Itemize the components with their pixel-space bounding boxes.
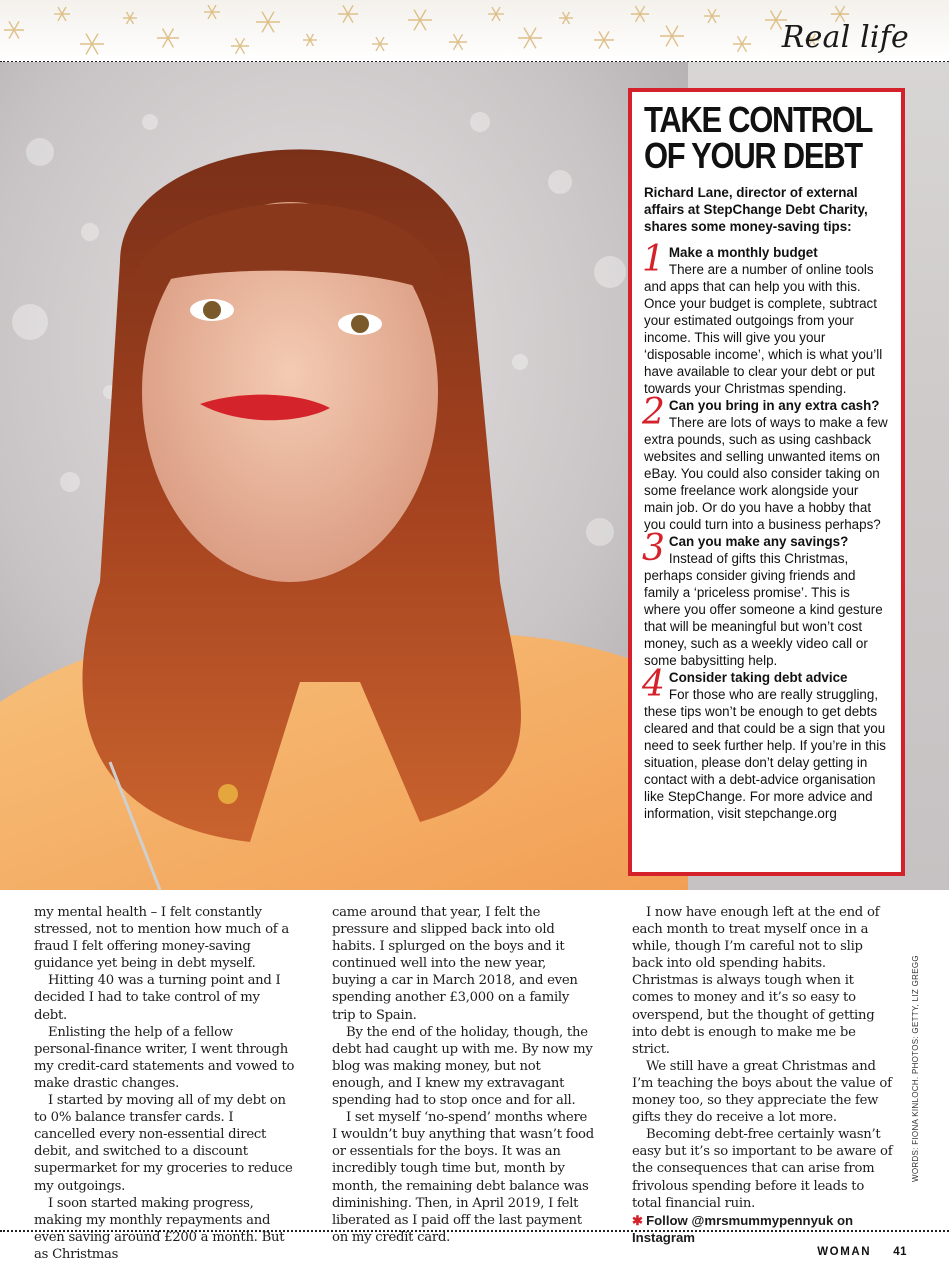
article-column-1 xyxy=(34,904,296,1263)
photo-credits: WORDS: FIONA KINLOCH. PHOTOS: GETTY, LIZ GREGG xyxy=(911,955,920,1182)
instagram-follow xyxy=(632,1212,894,1246)
tip-body: There are lots of ways to make a few extra pounds, such as using cashback websites and selling unwanted items on eBay. You could also consider taking on some freelance work alongside your main job. Or do you have a hobby that you could turn into a business perhaps? xyxy=(644,415,888,532)
tip-title: Make a monthly budget xyxy=(668,245,818,260)
tip-number: 3 xyxy=(642,528,665,569)
tip-item xyxy=(642,392,889,533)
tip-number: 4 xyxy=(642,664,665,705)
snowflake-icon xyxy=(660,26,684,47)
snowflake-icon xyxy=(518,28,542,49)
article-paragraph: came around that year, I felt the pressure and slipped back into old habits. I splurged on the boys and it continued well into the new year, buying a car in March 2018, and even spending another £3,000 on a family trip to Spain. xyxy=(332,905,578,1023)
snowflake-icon xyxy=(733,36,751,52)
article-paragraph: Enlisting the help of a fellow personal-finance writer, I went through my credit-card statements and vowed to make drastic changes. xyxy=(34,1024,295,1091)
tip-body: For those who are really struggling, these tips won’t be enough to get debts cleared and that could be a sign that you need to seek further help. If you’re in this situation, please don’t delay getting in contact with a debt-advice organisation like StepChange. For more advice and information, visit stepchange.org xyxy=(644,687,886,821)
magazine-name: WOMAN xyxy=(817,1246,872,1258)
snowflake-icon xyxy=(123,12,137,24)
tips-intro: Richard Lane, director of external affairs at StepChange Debt Charity, shares some money-saving tips: xyxy=(644,185,868,234)
article-paragraph: I set myself ‘no-spend’ months where I wouldn’t buy anything that wasn’t food or essentials for the boys. It was an incredibly tough time but, month by month, the remaining debt balance was diminishing. Then, in April 2019, I felt liberated as I paid off the last payment on my credit card. xyxy=(332,1110,594,1245)
footer-divider xyxy=(0,1230,949,1232)
snowflake-icon xyxy=(204,5,220,19)
snowflake-icon xyxy=(631,6,649,22)
tip-number: 2 xyxy=(642,392,665,433)
tip-number: 1 xyxy=(642,239,665,280)
snowflake-icon xyxy=(372,37,388,51)
section-label: Real life xyxy=(781,20,909,55)
page-footer xyxy=(817,1246,907,1258)
article-paragraph: I started by moving all of my debt on to 0% balance transfer cards. I cancelled every non-essential direct debit, and switched to a discount supermarket for my groceries to reduce my outgoings. xyxy=(34,1093,293,1194)
snowflake-icon xyxy=(4,21,24,38)
page-number: 41 xyxy=(893,1246,907,1258)
snowflake-icon xyxy=(704,9,720,23)
follow-text: Follow @mrsmummypennyuk on Instagram xyxy=(632,1212,854,1245)
snowflake-icon xyxy=(303,34,317,46)
snowflake-icon xyxy=(54,7,70,21)
snowflake-icon xyxy=(408,10,432,31)
tip-item xyxy=(642,664,889,822)
tip-item xyxy=(642,239,889,397)
snowflake-icon xyxy=(256,12,280,33)
article-paragraph: We still have a great Christmas and I’m teaching the boys about the value of money too, so they appreciate the few gifts they do receive a lot more. xyxy=(632,1058,892,1126)
portrait-illustration xyxy=(0,62,688,890)
article-paragraph: I now have enough left at the end of each month to treat myself once in a while, though I’m careful not to slip back into old spending habits. Christmas is always tough when it comes to money and it’s so easy to overspend, but the thought of getting into debt is enough to make me be strict. xyxy=(632,905,880,1057)
tips-heading: TAKE CONTROL OF YOUR DEBT xyxy=(644,99,872,176)
asterisk-icon: ✱ xyxy=(632,1212,644,1228)
tip-title: Consider taking debt advice xyxy=(668,670,848,685)
snowflake-icon xyxy=(80,34,104,55)
tip-title: Can you make any savings? xyxy=(668,534,849,549)
portrait-photo xyxy=(0,62,688,890)
article-paragraph: Becoming debt-free certainly wasn’t easy but it’s so important to be aware of the consequences that can arise from frivolous spending before it leads to total financial ruin. xyxy=(632,1127,893,1211)
tip-item xyxy=(642,528,889,669)
snowflake-icon xyxy=(157,28,179,47)
snowflake-icon xyxy=(594,31,614,48)
article-paragraph: Hitting 40 was a turning point and I decided I had to take control of my debt. xyxy=(34,973,281,1023)
snowflake-icon xyxy=(338,5,358,22)
tips-box xyxy=(628,88,905,876)
snowflake-icon xyxy=(449,34,467,50)
article-column-2 xyxy=(332,904,594,1246)
article-column-3 xyxy=(632,904,894,1246)
tip-body: There are a number of online tools and apps that can help you with this. Once your budget is complete, subtract your estimated outgoings from your income. This will give you your ‘disposable income’, which is what you’ll have available to clear your debt or put towards your Christmas spending. xyxy=(644,262,883,396)
snowflake-icon xyxy=(559,12,573,24)
article-paragraph: By the end of the holiday, though, the debt had caught up with me. By now my blog was making money, but not enough, and I knew my extravagant spending had to stop once and for all. xyxy=(332,1024,593,1109)
article-paragraph: I soon started making progress, making my monthly repayments and even saving around £200 a month. But as Christmas xyxy=(34,1195,285,1262)
snowflake-icon xyxy=(488,7,504,21)
tip-body: Instead of gifts this Christmas, perhaps consider giving friends and family a ‘priceless promise’. This is where you offer someone a kind gesture that will be meaningful but won’t cost money, such as a weekly video call or some babysitting help. xyxy=(644,551,883,668)
page-header xyxy=(0,0,949,62)
snowflake-icon xyxy=(231,38,249,54)
tip-title: Can you bring in any extra cash? xyxy=(668,398,880,413)
article-paragraph: my mental health – I felt constantly stressed, not to mention how much of a fraud I felt offering money-saving guidance yet being in debt myself. xyxy=(34,905,289,972)
